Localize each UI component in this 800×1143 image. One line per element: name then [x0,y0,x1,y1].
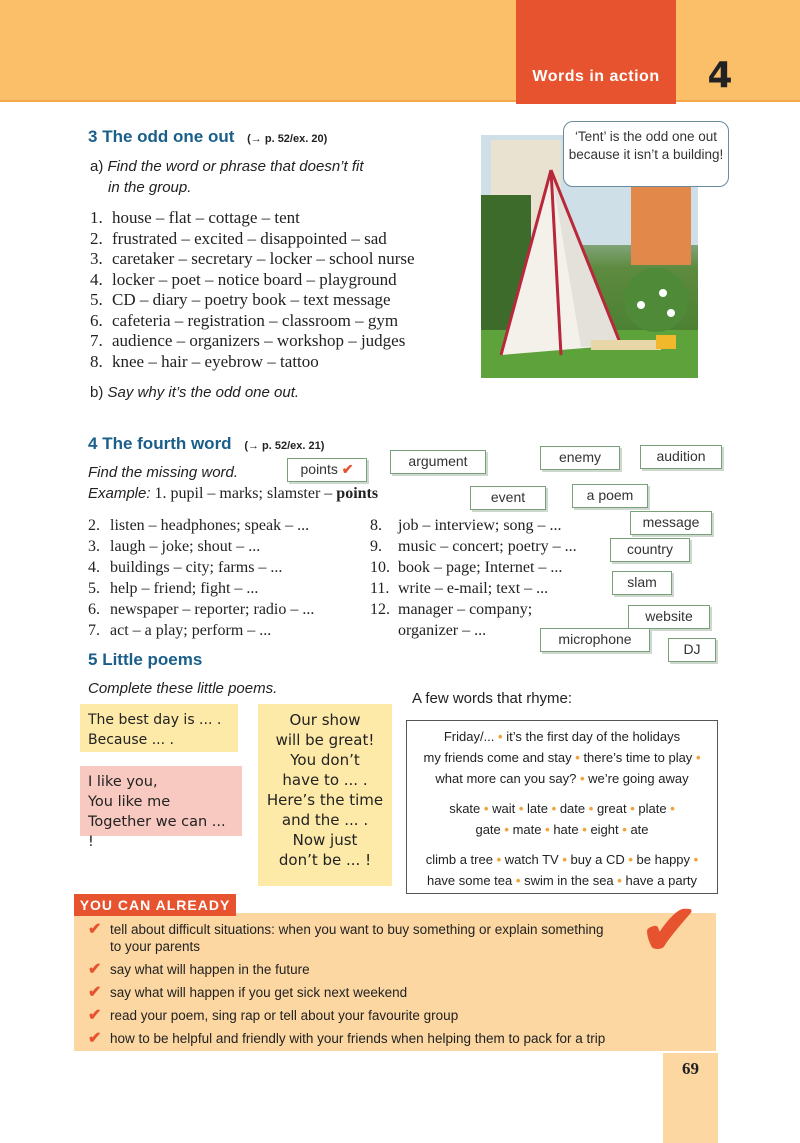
list-item: ✔ read your poem, sing rap or tell about your favourite group [88,1007,459,1024]
list-item: 11. write – e-mail; text – ... [370,580,549,597]
check-icon: ✔ [88,961,102,978]
poem-card-1 [80,704,238,752]
list-item: 6. cafeteria – registration – classroom – gym [90,310,399,330]
list-item: 5. help – friend; fight – ... [88,580,259,597]
page-number: 69 [682,1059,699,1078]
word-card-website: website [628,605,710,629]
word-card-slam: slam [612,571,672,595]
word-card-dj: DJ [668,638,716,662]
list-item: 6. newspaper – reporter; radio – ... [88,601,315,618]
list-item: 4. locker – poet – notice board – playground [90,269,397,289]
poem-line: Our show [289,711,361,729]
check-icon: ✔ [88,1007,102,1024]
word-card-message: message [630,511,712,535]
list-item: ✔ tell about difficult situations: when you want to buy something or explain something to your parents [88,921,604,954]
check-icon: ✔ [341,461,354,477]
list-item: 8. job – interview; song – ... [370,517,562,534]
rhyme-group-2: skate • wait • late • date • great • plate • gate • mate • hate • eight • ate [449,801,675,837]
list-item: ✔ say what will happen if you get sick next weekend [88,984,408,1001]
you-can-already-list [88,921,608,1053]
word-card-argument: argument [390,450,486,474]
poem-card-2 [80,766,242,850]
check-icon: ✔ [88,921,102,938]
poem-line: and the ... . [281,811,369,829]
list-item: 3. caretaker – secretary – locker – school nurse [90,249,415,268]
ex5-heading [88,650,202,670]
list-item: 1. house – flat – cottage – tent [90,208,300,227]
word-card-microphone: microphone [540,628,650,652]
list-item: 7. audience – organizers – workshop – judges [90,331,406,350]
poem-line: Together we can ... ! [88,814,226,850]
ex4-list-right [370,515,577,641]
poem-line: don’t be ... ! [278,851,372,869]
header-rule [0,100,800,102]
word-card-a-poem: a poem [572,484,648,508]
check-icon: ✔ [88,1030,102,1047]
list-item: organizer – ... [398,622,487,639]
you-can-already-title: YOU CAN ALREADY [74,894,236,916]
word-card-event: event [470,486,546,510]
ex3-part-a-line1: Find the word or phrase that doesn’t fit [107,158,364,175]
ex5-title: Little poems [102,650,203,669]
ex3-part-a-line2: in the group. [108,179,192,196]
ex3-number: 3 [88,127,98,146]
poem-line: You don’t [290,751,360,769]
ex3-list [90,208,470,372]
word-card-country: country [610,538,690,562]
ex3-part-a-label: a) [90,158,104,175]
speech-bubble: ‘Tent’ is the odd one out because it isn’t a building! [563,121,729,187]
list-item: 2. frustrated – excited – disappointed – sad [90,228,387,248]
ex3-heading [88,127,327,147]
ex3-part-b-label: b) [90,384,104,401]
section-title: Words in action [532,68,660,85]
word-card-points: points ✔ [287,458,367,482]
rhymes-box [406,720,718,894]
poem-line: The best day is ... . [88,712,222,728]
poem-line: will be great! [275,731,375,749]
ex5-instruction: Complete these little poems. [88,680,278,697]
list-item: 2. listen – headphones; speak – ... [88,517,310,534]
big-check-icon: ✔ [640,891,699,969]
ex5-number: 5 [88,650,98,669]
list-item: 3. laugh – joke; shout – ... [88,538,261,555]
ex3-part-b-text: Say why it’s the odd one out. [107,384,300,401]
header-band [0,0,800,100]
ex3-ref: (→ p. 52/ex. 20) [247,133,328,145]
rhymes-title: A few words that rhyme: [412,690,573,707]
list-item: 9. music – concert; poetry – ... [370,538,577,555]
ex3-title: The odd one out [102,127,235,146]
poem-line: You like me [88,794,171,810]
list-item: 12. manager – company; [370,601,533,618]
ex4-list-left [88,515,314,641]
word-card-audition: audition [640,445,722,469]
check-icon: ✔ [88,984,102,1001]
list-item: 4. buildings – city; farms – ... [88,559,283,576]
ex3-part-a [90,158,364,175]
section-number: 4 [707,55,733,96]
list-item: 10. book – page; Internet – ... [370,559,563,576]
ex4-heading [88,434,324,454]
poem-line: have to ... . [282,771,368,789]
ex4-example [88,485,378,503]
section-tab [516,0,676,104]
ex4-instruction: Find the missing word. [88,464,239,481]
poem-card-3 [258,704,392,886]
ex4-number: 4 [88,434,98,453]
ex3-part-b [90,384,299,401]
rhyme-group-3: climb a tree • watch TV • buy a CD • be happy • have some tea • swim in the sea • have a party [425,852,699,888]
list-item: 8. knee – hair – eyebrow – tattoo [90,351,319,371]
ex4-example-label: Example: [88,485,151,502]
word-card-enemy: enemy [540,446,620,470]
ex4-ref: (→ p. 52/ex. 21) [244,440,325,452]
list-item: 7. act – a play; perform – ... [88,622,272,639]
poem-line: Here’s the time [266,791,384,809]
poem-line: I like you, [88,774,158,790]
rhyme-group-1: Friday/... • it’s the first day of the holidays my friends come and stay • there’s time to play • what more can you say? • we’re going away [423,729,701,786]
poem-line: Because ... . [88,732,174,748]
list-item: 5. CD – diary – poetry book – text message [90,290,391,309]
list-item: ✔ say what will happen in the future [88,961,310,978]
list-item: ✔ how to be helpful and friendly with your friends when helping them to pack for a trip [88,1030,606,1047]
poem-line: Now just [292,831,358,849]
ex4-example-answer: points [336,485,379,502]
ex4-example-text: 1. pupil – marks; slamster – [154,485,333,502]
ex4-title: The fourth word [102,434,232,453]
